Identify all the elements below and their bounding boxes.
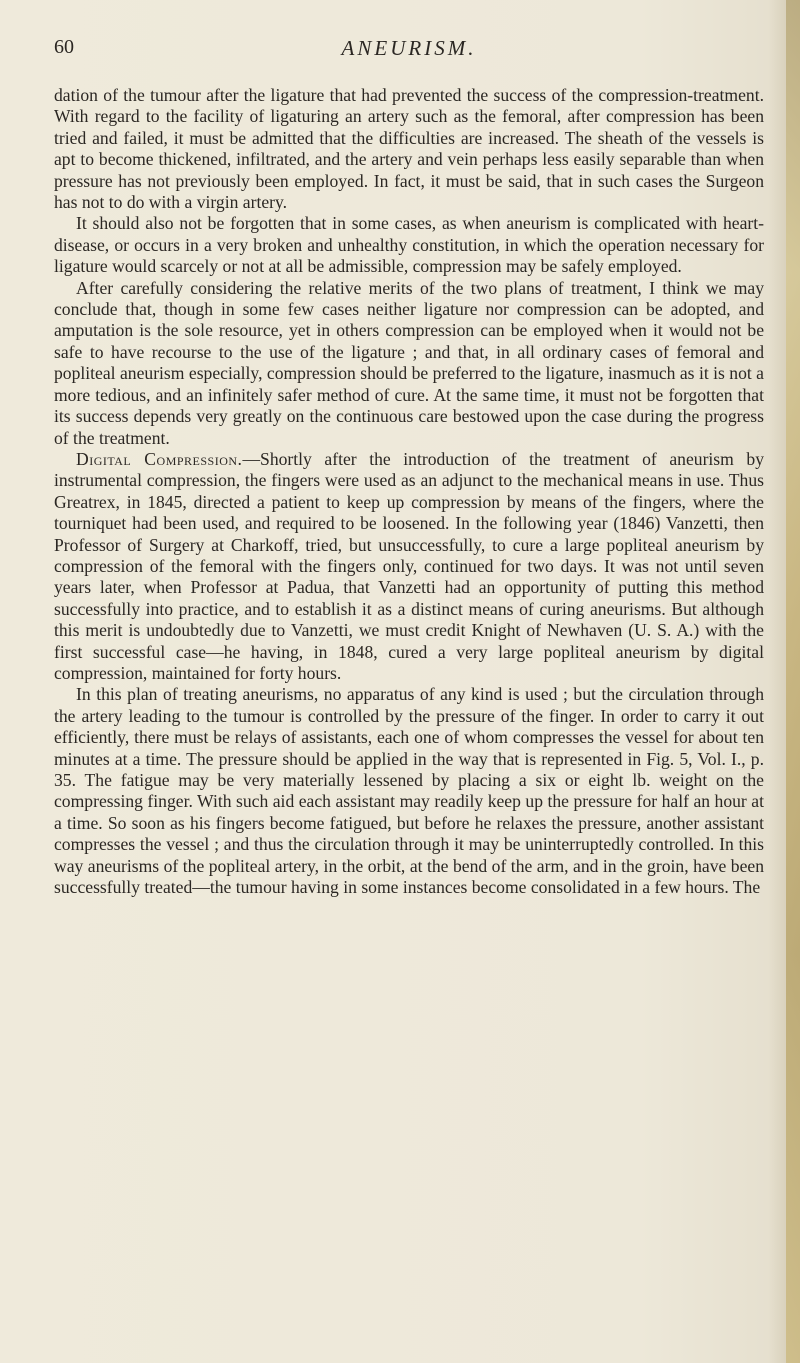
page-edge [786, 0, 800, 1363]
body-text [54, 85, 764, 898]
page-header [54, 36, 764, 66]
paragraph [54, 449, 764, 684]
paragraph: After carefully considering the relative merits of the two plans of treatment, I think we may conclude that, though in some few cases neither ligature nor compression can be adopted, and amputation is the sole resource, yet in others compression can be employed when it would not be safe to have recourse to the use of the ligature ; and that, in all ordinary cases of femoral and popliteal aneurism especially, compression should be preferred to the ligature, inasmuch as it is not a more tedious, and an infinitely safer method of cure. At the same time, it must not be forgotten that its success depends very greatly on the continuous care bestowed upon the case during the progress of the treatment. [54, 277, 764, 448]
paragraph-text: —Shortly after the introduction of the treatment of aneurism by instrumental compression, the fingers were used as an adjunct to the mechanical means in use. Thus Greatrex, in 1845, directed a patient to keep up compression by means of the fingers, where the tourniquet had been used, and required to be loosened. In the following year (1846) Vanzetti, then Professor of Surgery at Charkoff, tried, but unsuccessfully, to cure a large popliteal aneurism by compression of the femoral with the fingers only, continued for two days. It was not until seven years later, when Professor at Padua, that Vanzetti had an opportunity of putting this method successfully into practice, and to establish it as a distinct means of curing aneurisms. But although this merit is undoubtedly due to Vanzetti, we must credit Knight of Newhaven (U. S. A.) with the first successful case—he having, in 1848, cured a very large popliteal aneurism by digital compression, maintained for forty hours. [54, 448, 765, 683]
running-title: ANEURISM. [341, 36, 477, 60]
paragraph: In this plan of treating aneurisms, no apparatus of any kind is used ; but the circulation through the artery leading to the tumour is controlled by the pressure of the finger. In order to carry it out efficiently, there must be relays of assistants, each one of whom compresses the vessel for about ten minutes at a time. The pressure should be applied in the way that is represented in Fig. 5, Vol. I., p. 35. The fatigue may be very materially lessened by placing a six or eight lb. weight on the compressing finger. With such aid each assistant may readily keep up the pressure for half an hour at a time. So soon as his fingers become fatigued, but before he relaxes the pressure, another assistant compresses the vessel ; and thus the circulation through it may be uninterruptedly controlled. In this way aneurisms of the popliteal artery, in the orbit, at the bend of the arm, and in the groin, have been successfully treated—the tumour having in some instances become consolidated in a few hours. The [54, 684, 764, 898]
section-heading: Digital Compression. [76, 448, 243, 469]
page-number: 60 [54, 36, 74, 58]
paragraph: It should also not be forgotten that in some cases, as when aneurism is complicated with heart-disease, or occurs in a very broken and unhealthy constitution, in which the operation necessary for ligature would scarcely or not at all be admissible, compression may be safely employed. [54, 213, 764, 277]
paragraph: dation of the tumour after the ligature that had prevented the success of the compression-treatment. With regard to the facility of ligaturing an artery such as the femoral, after compression has been tried and failed, it must be admitted that the difficulties are increased. The sheath of the vessels is apt to become thickened, infiltrated, and the artery and vein perhaps less easily separable than when pressure has not previously been employed. In fact, it must be said, that in such cases the Surgeon has not to do with a virgin artery. [54, 85, 764, 213]
